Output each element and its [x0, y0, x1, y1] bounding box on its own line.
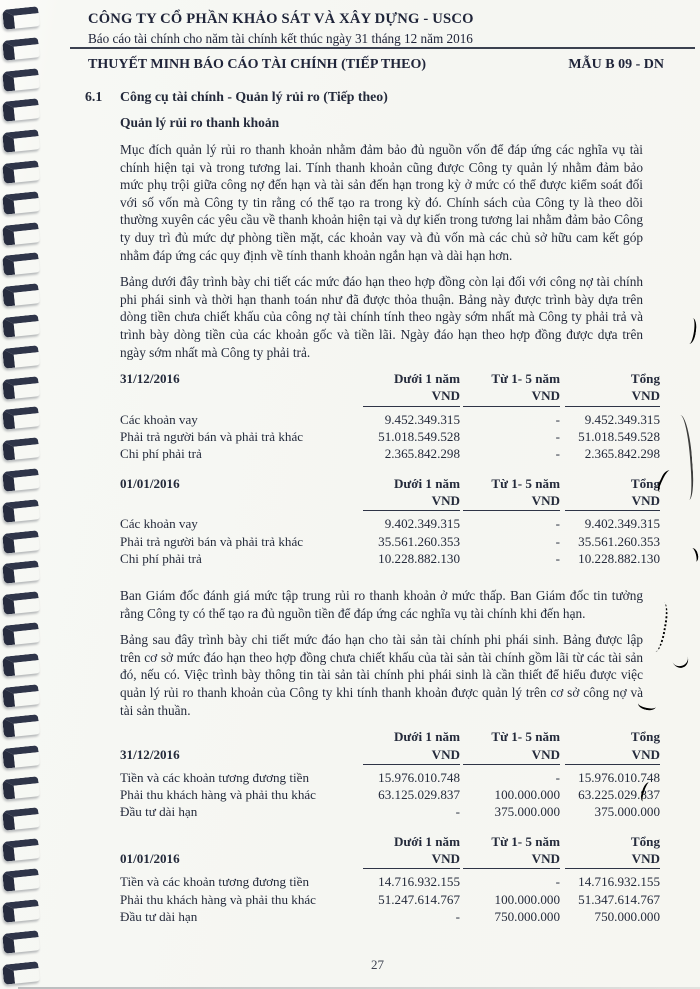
spiral-loop: [2, 37, 40, 61]
cell-value: 51.018.549.528: [378, 429, 460, 445]
cell-value: 375.000.000: [494, 804, 560, 820]
table-row: [120, 445, 660, 462]
table-row: [120, 908, 660, 925]
paragraph-liabilities-table-intro: Bảng dưới đây trình bày chi tiết các mức đáo hạn theo hợp đồng còn lại đối với công nợ tài chính phi phái sinh và thời hạn thanh toán như đã được thỏa thuận. Bảng này được trình bày dựa trên dòng tiền chưa chiết khấu của công nợ tài chính tính theo ngày sớm nhất mà Công ty phải trả và trình bày dòng tiền của các khoản gốc và tiền lãi. Ngày đáo hạn theo hợp đồng được dựa trên ngày sớm nhất mà Công ty phải trả.: [120, 274, 643, 360]
spiral-loop: [2, 253, 40, 277]
row-label: Chi phí phải trả: [120, 446, 202, 462]
col-header-under-1-year: Dưới 1 năm: [393, 833, 460, 849]
cell-value: 9.402.349.315: [584, 516, 660, 532]
cell-value: -: [555, 516, 560, 532]
spiral-loop: [2, 561, 40, 585]
cell-value: 51.347.614.767: [578, 891, 660, 907]
table-row: [120, 769, 660, 786]
table-row: [120, 550, 660, 567]
spiral-loop: [2, 468, 40, 492]
spiral-loop: [2, 191, 40, 215]
liabilities-maturity-table-20160101: [120, 475, 660, 567]
unit-label: VND: [363, 850, 460, 869]
cell-value: 15.976.010.748: [578, 769, 660, 785]
cell-value: 51.018.549.528: [578, 429, 660, 445]
assets-maturity-table-20161231: [120, 728, 660, 820]
table-row: [120, 533, 660, 550]
cell-value: 9.452.349.315: [384, 411, 460, 427]
cell-value: -: [555, 533, 560, 549]
col-header-under-1-year: Dưới 1 năm: [393, 475, 460, 491]
cell-value: 35.561.260.353: [378, 533, 460, 549]
page-number: 27: [371, 957, 384, 972]
spiral-loop: [2, 591, 40, 615]
spiral-loop: [2, 376, 40, 400]
table-row: [120, 786, 660, 803]
row-label: Đầu tư dài hạn: [120, 908, 198, 924]
cell-value: -: [455, 804, 460, 820]
page-body: [85, 89, 680, 925]
spiral-binding: [0, 0, 44, 989]
unit-label: VND: [463, 387, 560, 406]
spiral-loop: [2, 99, 40, 123]
spiral-loop: [2, 129, 40, 153]
spiral-loop: [2, 930, 40, 954]
row-label: Tiền và các khoản tương đương tiền: [120, 769, 310, 785]
cell-value: -: [555, 446, 560, 462]
page-header: [88, 11, 664, 47]
ink-bleed-mark: [684, 317, 698, 344]
table-row: [120, 803, 660, 820]
col-header-1-5-years: Từ 1- 5 năm: [491, 833, 560, 849]
unit-label: VND: [463, 850, 560, 869]
unit-label: VND: [363, 492, 460, 511]
cell-value: -: [455, 908, 460, 924]
header-rule: [70, 47, 695, 49]
unit-label: VND: [565, 492, 660, 511]
cell-value: -: [555, 874, 560, 890]
cell-value: 2.365.842.298: [584, 446, 660, 462]
paragraph-management-assessment: Ban Giám đốc đánh giá mức tập trung rủi ro thanh khoản ở mức thấp. Ban Giám đốc tin tưởng rằng Công ty có thể tạo ra đủ nguồn tiền để đáp ứng các nghĩa vụ tài chính khi đến hạn.: [120, 588, 643, 621]
section-number: 6.1: [85, 89, 103, 104]
spiral-loop: [2, 807, 40, 831]
cell-value: -: [555, 550, 560, 566]
spiral-loop: [2, 776, 40, 800]
document-title-row: [88, 57, 664, 73]
table-row: [120, 891, 660, 908]
unit-label: VND: [565, 746, 660, 765]
spiral-loop: [2, 622, 40, 646]
form-code: MẪU B 09 - DN: [568, 57, 664, 72]
liabilities-maturity-table-20161231: [120, 370, 660, 462]
spiral-loop: [2, 6, 40, 30]
cell-value: 51.247.614.767: [378, 891, 460, 907]
section-title: Công cụ tài chính - Quản lý rủi ro (Tiếp theo): [120, 89, 388, 104]
col-header-total: Tổng: [630, 475, 660, 491]
paragraph-liquidity-purpose: Mục đích quản lý rủi ro thanh khoản nhằm đảm bảo đủ nguồn vốn để đáp ứng các nghĩa vụ tài chính hiện tại và trong tương lai. Tính thanh khoản cũng được Công ty quản lý nhằm đảm bảo mức phụ trội giữa công nợ đến hạn và tài sản đến hạn trong kỳ ở mức có thể được kiểm soát đối với số vốn mà Công ty tin rằng có thể tạo ra trong kỳ đó. Chính sách của Công ty là theo dõi thường xuyên các yêu cầu về thanh khoản hiện tại và dự kiến trong tương lai nhằm đảm bảo Công ty duy trì đủ mức dự phòng tiền mặt, các khoản vay và đủ vốn mà các chủ sở hữu cam kết góp nhằm đáp ứng các quy định về tính thanh khoản ngắn hạn và dài hạn hơn.: [120, 142, 643, 263]
row-label: Phải trả người bán và phải trả khác: [120, 533, 304, 549]
company-name: CÔNG TY CỔ PHẦN KHẢO SÁT VÀ XÂY DỰNG - USCO: [88, 11, 474, 27]
cell-value: -: [555, 411, 560, 427]
assets-maturity-table-20160101: [120, 833, 660, 925]
document-title: THUYẾT MINH BÁO CÁO TÀI CHÍNH (TIẾP THEO): [88, 57, 427, 72]
table-date: 01/01/2016: [120, 475, 180, 491]
unit-label: VND: [463, 746, 560, 765]
unit-label: VND: [363, 387, 460, 406]
col-header-total: Tổng: [630, 729, 660, 745]
table-date: 31/12/2016: [120, 746, 180, 762]
spiral-loop: [2, 345, 40, 369]
cell-value: 15.976.010.748: [378, 769, 460, 785]
row-label: Các khoản vay: [120, 411, 198, 427]
table-row: [120, 515, 660, 532]
col-header-total: Tổng: [630, 833, 660, 849]
cell-value: 100.000.000: [494, 891, 560, 907]
spiral-loop: [2, 314, 40, 338]
cell-value: 2.365.842.298: [384, 446, 460, 462]
col-header-total: Tổng: [630, 371, 660, 387]
spiral-loop: [2, 407, 40, 431]
section-heading: [85, 89, 680, 105]
row-label: Tiền và các khoản tương đương tiền: [120, 874, 310, 890]
spiral-loop: [2, 160, 40, 184]
cell-value: 375.000.000: [594, 804, 660, 820]
col-header-under-1-year: Dưới 1 năm: [393, 371, 460, 387]
table-date: 31/12/2016: [120, 371, 180, 387]
unit-label: VND: [363, 746, 460, 765]
row-label: Đầu tư dài hạn: [120, 804, 198, 820]
spiral-loop: [2, 530, 40, 554]
col-header-1-5-years: Từ 1- 5 năm: [491, 729, 560, 745]
table-row: [120, 411, 660, 428]
subsection-heading: Quản lý rủi ro thanh khoản: [120, 115, 280, 130]
row-label: Các khoản vay: [120, 516, 198, 532]
table-row: [120, 428, 660, 445]
ink-bleed-mark: [688, 547, 699, 563]
spiral-loop: [2, 899, 40, 923]
cell-value: -: [555, 429, 560, 445]
cell-value: 750.000.000: [594, 908, 660, 924]
spiral-loop: [2, 283, 40, 307]
unit-label: VND: [565, 850, 660, 869]
spiral-loop: [2, 499, 40, 523]
cell-value: 9.402.349.315: [384, 516, 460, 532]
unit-label: VND: [565, 387, 660, 406]
paragraph-assets-table-intro: Bảng sau đây trình bày chi tiết mức đáo hạn cho tài sản tài chính phi phái sinh. Bảng được lập trên cơ sở mức đáo hạn theo hợp đồng chưa chiết khấu của tài sản tài chính gồm lãi từ các tài sản đó, nếu có. Việc trình bày thông tin tài sản tài chính phi phái sinh là cần thiết để hiểu được việc quản lý rủi ro thanh khoản của Công ty khi tính thanh khoản được quản lý trên cơ sở công nợ và tài sản thuần.: [120, 632, 643, 718]
row-label: Phải thu khách hàng và phải thu khác: [120, 787, 316, 803]
col-header-1-5-years: Từ 1- 5 năm: [491, 371, 560, 387]
cell-value: -: [555, 769, 560, 785]
cell-value: 63.125.029.837: [378, 787, 460, 803]
cell-value: 9.452.349.315: [584, 411, 660, 427]
spiral-loop: [2, 715, 40, 739]
spiral-loop: [2, 745, 40, 769]
cell-value: 100.000.000: [494, 787, 560, 803]
table-row: [120, 873, 660, 890]
report-subtitle: Báo cáo tài chính cho năm tài chính kết thúc ngày 31 tháng 12 năm 2016: [88, 31, 473, 46]
spiral-loop: [2, 222, 40, 246]
col-header-under-1-year: Dưới 1 năm: [393, 729, 460, 745]
table-date: 01/01/2016: [120, 851, 180, 867]
spiral-loop: [2, 437, 40, 461]
spiral-loop: [2, 653, 40, 677]
unit-label: VND: [463, 492, 560, 511]
row-label: Chi phí phải trả: [120, 550, 202, 566]
cell-value: 750.000.000: [494, 908, 560, 924]
col-header-1-5-years: Từ 1- 5 năm: [491, 475, 560, 491]
row-label: Phải thu khách hàng và phải thu khác: [120, 891, 316, 907]
cell-value: 14.716.932.155: [578, 874, 660, 890]
cell-value: 63.225.029.837: [578, 787, 660, 803]
cell-value: 14.716.932.155: [378, 874, 460, 890]
spiral-loop: [2, 869, 40, 893]
row-label: Phải trả người bán và phải trả khác: [120, 429, 304, 445]
cell-value: 10.228.882.130: [378, 550, 460, 566]
cell-value: 10.228.882.130: [578, 550, 660, 566]
spiral-loop: [2, 684, 40, 708]
spiral-loop: [2, 68, 40, 92]
spiral-loop: [2, 838, 40, 862]
cell-value: 35.561.260.353: [578, 533, 660, 549]
